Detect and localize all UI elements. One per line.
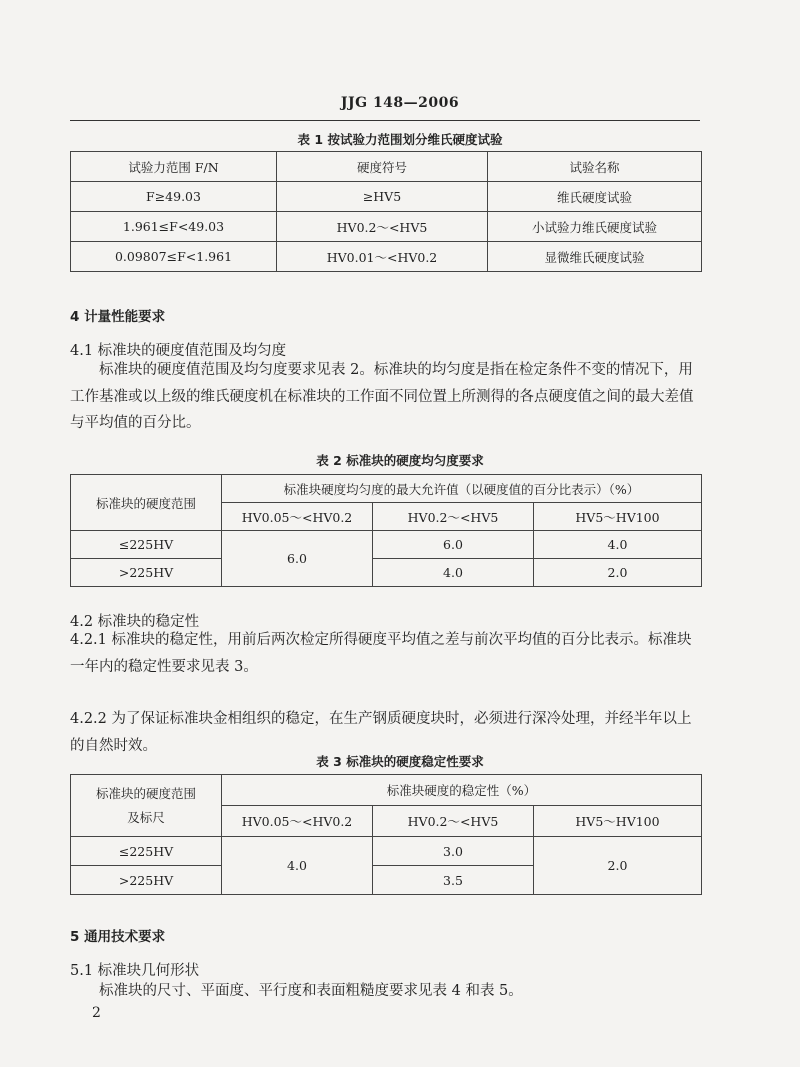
table-cell: 小试验力维氏硬度试验 bbox=[488, 212, 702, 242]
section-5-1-title: 5.1 标准块几何形状 bbox=[70, 963, 200, 979]
table-cell: 3.0 bbox=[373, 837, 534, 866]
table-header-cell bbox=[71, 775, 222, 837]
table-cell: 维氏硬度试验 bbox=[488, 182, 702, 212]
table-row bbox=[71, 531, 702, 559]
paragraph: 4.2.1 标准块的稳定性，用前后两次检定所得硬度平均值之差与前次平均值的百分比表示。标准块一年内的稳定性要求见表 3。 bbox=[70, 632, 692, 675]
row-header-line-1: 标准块的硬度范围 bbox=[95, 785, 196, 801]
table-header-cell: 标准块硬度的稳定性（%） bbox=[222, 775, 702, 806]
header-rule bbox=[70, 120, 700, 121]
table-cell: 0.09807≤F<1.961 bbox=[71, 242, 277, 272]
table-cell: 6.0 bbox=[373, 531, 534, 559]
table-cell: HV0.2～<HV5 bbox=[277, 212, 488, 242]
table-row bbox=[71, 182, 702, 212]
table2 bbox=[70, 474, 702, 587]
table-header-cell: 试验力范围 F/N bbox=[71, 152, 277, 182]
section-4-1-title: 4.1 标准块的硬度值范围及均匀度 bbox=[70, 343, 287, 359]
table-cell: 显微维氏硬度试验 bbox=[488, 242, 702, 272]
table-row bbox=[71, 475, 702, 503]
table-cell: 3.5 bbox=[373, 866, 534, 895]
section-4-title: 4 计量性能要求 bbox=[70, 309, 166, 325]
table1 bbox=[70, 151, 702, 272]
table3 bbox=[70, 774, 702, 895]
table-cell: 4.0 bbox=[373, 559, 534, 587]
table3-caption: 表 3 标准块的硬度稳定性要求 bbox=[316, 754, 484, 769]
table-header-cell: HV0.2～<HV5 bbox=[373, 806, 534, 837]
section-4-1-body bbox=[70, 357, 702, 437]
table-row bbox=[71, 775, 702, 806]
table-cell: 6.0 bbox=[222, 531, 373, 587]
table-header-cell: 试验名称 bbox=[488, 152, 702, 182]
table-header-cell: 硬度符号 bbox=[277, 152, 488, 182]
table-cell: 1.961≤F<49.03 bbox=[71, 212, 277, 242]
table-header-cell: HV0.2～<HV5 bbox=[373, 503, 534, 531]
section-5-1-body bbox=[70, 978, 702, 1005]
table1-caption: 表 1 按试验力范围划分维氏硬度试验 bbox=[297, 132, 503, 147]
page-number: 2 bbox=[92, 1005, 101, 1021]
paragraph: 标准块的硬度值范围及均匀度要求见表 2。标准块的均匀度是指在检定条件不变的情况下，用工作基准或以上级的维氏硬度机在标准块的工作面不同位置上所测得的各点硬度值之间的最大差值与平均值的百分比。 bbox=[70, 362, 694, 431]
table2-caption: 表 2 标准块的硬度均匀度要求 bbox=[316, 453, 484, 468]
section-4-2-title: 4.2 标准块的稳定性 bbox=[70, 614, 200, 630]
table-row bbox=[71, 242, 702, 272]
table-cell: 2.0 bbox=[534, 837, 702, 895]
table-header-cell: 标准块的硬度范围 bbox=[71, 475, 222, 531]
table-header-cell: 标准块硬度均匀度的最大允许值（以硬度值的百分比表示）（%） bbox=[222, 475, 702, 503]
paragraph: 4.2.2 为了保证标准块金相组织的稳定，在生产钢质硬度块时，必须进行深冷处理，并经半年以上的自然时效。 bbox=[70, 711, 692, 754]
section-5-title: 5 通用技术要求 bbox=[70, 929, 166, 945]
table-cell: 4.0 bbox=[222, 837, 373, 895]
table-row bbox=[71, 837, 702, 866]
table-row bbox=[71, 212, 702, 242]
row-header-line-2: 及标尺 bbox=[127, 809, 165, 825]
table-header-cell: HV5～HV100 bbox=[534, 806, 702, 837]
table-cell: ≥HV5 bbox=[277, 182, 488, 212]
table-cell: ≤225HV bbox=[71, 531, 222, 559]
document-header: JJG 148—2006 bbox=[340, 95, 460, 111]
table-header-cell: HV5～HV100 bbox=[534, 503, 702, 531]
section-4-2-1-body bbox=[70, 627, 702, 680]
table-header-cell: HV0.05～<HV0.2 bbox=[222, 503, 373, 531]
table-row bbox=[71, 559, 702, 587]
table-cell: >225HV bbox=[71, 559, 222, 587]
table-cell: HV0.01～<HV0.2 bbox=[277, 242, 488, 272]
table-cell: F≥49.03 bbox=[71, 182, 277, 212]
table-cell: 4.0 bbox=[534, 531, 702, 559]
table-cell: ≤225HV bbox=[71, 837, 222, 866]
table-row bbox=[71, 152, 702, 182]
table-cell: 2.0 bbox=[534, 559, 702, 587]
table-cell: >225HV bbox=[71, 866, 222, 895]
paragraph: 标准块的尺寸、平面度、平行度和表面粗糙度要求见表 4 和表 5。 bbox=[99, 983, 523, 999]
table-header-cell: HV0.05～<HV0.2 bbox=[222, 806, 373, 837]
